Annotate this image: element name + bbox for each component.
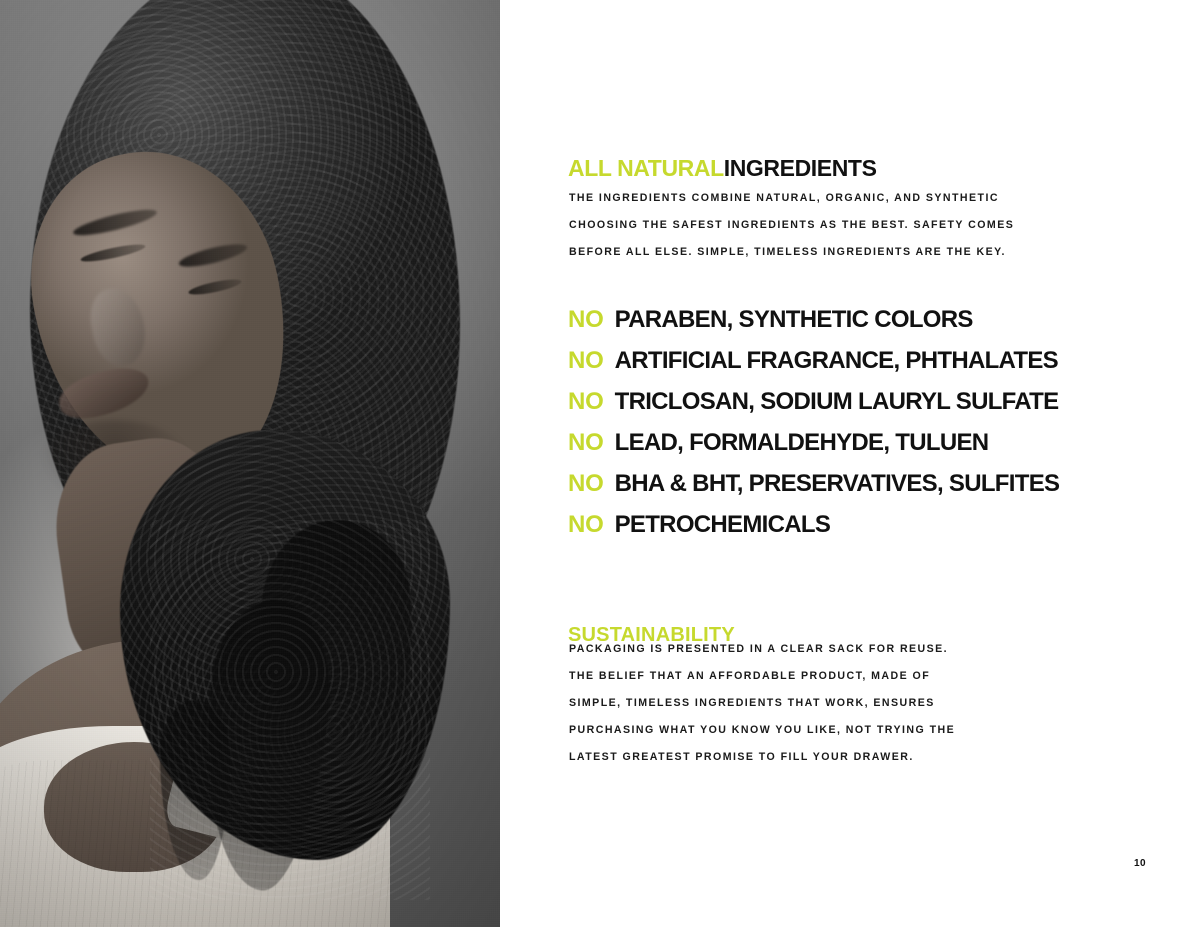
photo-grain (0, 0, 500, 927)
no-item-label: LEAD, FORMALDEHYDE, TULUEN (614, 429, 989, 456)
list-item (568, 429, 1168, 457)
paragraph-line: PURCHASING WHAT YOU KNOW YOU LIKE, NOT TRYING THE (569, 724, 956, 736)
no-item-label: BHA & BHT, PRESERVATIVES, SULFITES (614, 470, 1060, 497)
list-item (568, 347, 1168, 375)
no-prefix: NO (568, 470, 604, 497)
no-prefix: NO (568, 429, 604, 456)
content-column (568, 0, 1168, 927)
no-item-label: PARABEN, SYNTHETIC COLORS (614, 306, 973, 333)
no-item-label: ARTIFICIAL FRAGRANCE, PHTHALATES (614, 347, 1058, 374)
portrait-photo (0, 0, 500, 927)
paragraph-line: BEFORE ALL ELSE. SIMPLE, TIMELESS INGREDIENTS ARE THE KEY. (569, 246, 1006, 258)
ingredients-paragraph (569, 185, 1014, 266)
paragraph-line: LATEST GREATEST PROMISE TO FILL YOUR DRAWER. (569, 751, 914, 763)
list-item (568, 388, 1168, 416)
no-item-label: PETROCHEMICALS (614, 511, 831, 538)
list-item (568, 470, 1168, 498)
paragraph-line: SIMPLE, TIMELESS INGREDIENTS THAT WORK, ENSURES (569, 697, 935, 709)
no-item-label: TRICLOSAN, SODIUM LAURYL SULFATE (614, 388, 1059, 415)
paragraph-line: THE BELIEF THAT AN AFFORDABLE PRODUCT, MADE OF (569, 670, 931, 682)
no-ingredients-list (568, 306, 1168, 552)
sustainability-paragraph (569, 636, 955, 771)
ingredients-heading-rest: INGREDIENTS (723, 155, 877, 181)
paragraph-line: CHOOSING THE SAFEST INGREDIENTS AS THE BEST. SAFETY COMES (569, 219, 1015, 231)
no-prefix: NO (568, 306, 604, 333)
list-item (568, 511, 1168, 539)
no-prefix: NO (568, 347, 604, 374)
ingredients-heading-accent: ALL NATURAL (568, 155, 724, 181)
no-prefix: NO (568, 511, 604, 538)
no-prefix: NO (568, 388, 604, 415)
paragraph-line: THE INGREDIENTS COMBINE NATURAL, ORGANIC, AND SYNTHETIC (569, 192, 999, 204)
list-item (568, 306, 1168, 334)
paragraph-line: PACKAGING IS PRESENTED IN A CLEAR SACK FOR REUSE. (569, 643, 949, 655)
page-number: 10 (1134, 858, 1147, 869)
sustainability-heading: SUSTAINABILITY (568, 623, 735, 646)
ingredients-heading (568, 155, 877, 182)
